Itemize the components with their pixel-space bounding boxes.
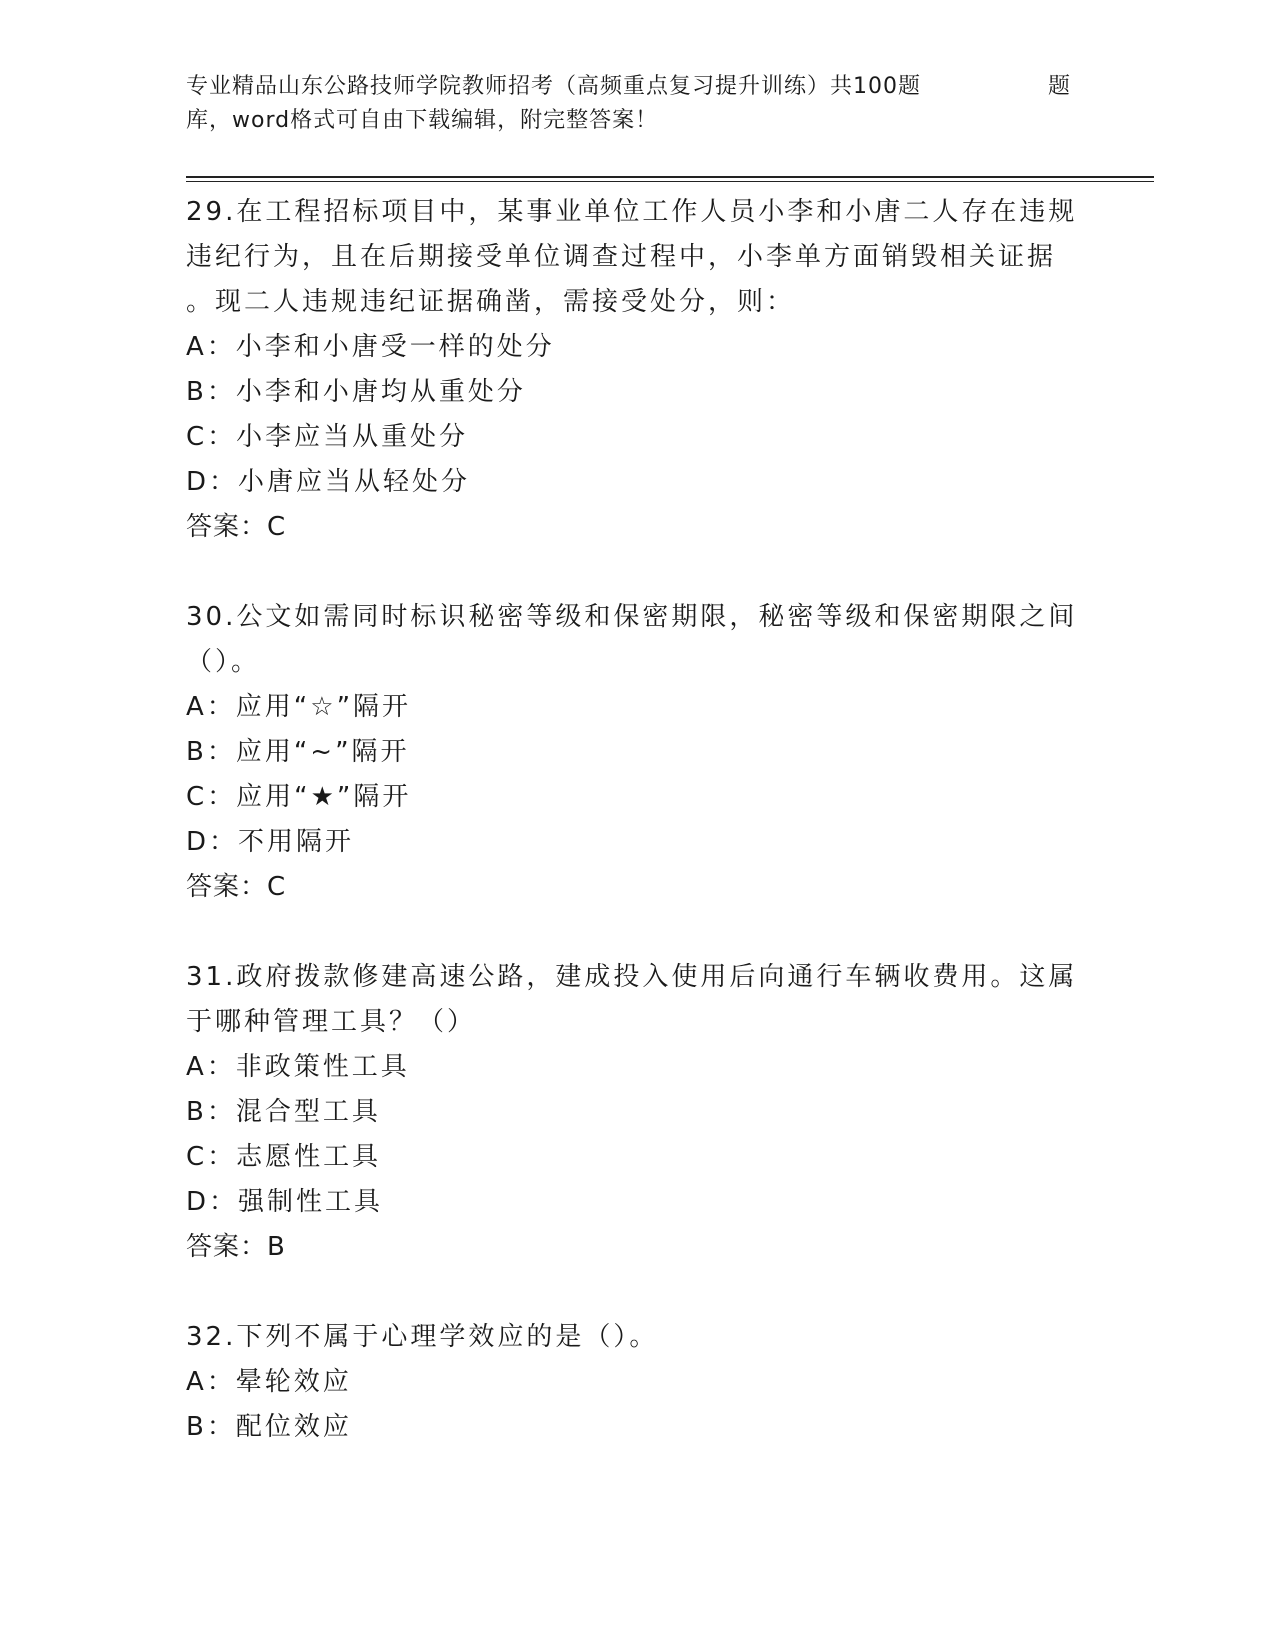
option-d: D：不用隔开 xyxy=(186,827,355,857)
question-text-line: 。现二人违规违纪证据确凿，需接受处分，则： xyxy=(186,287,796,317)
question-text-line: 违纪行为，且在后期接受单位调查过程中，小李单方面销毁相关证据 xyxy=(186,242,1057,272)
option-b: B：配位效应 xyxy=(186,1412,352,1442)
question-text-line: 31.政府拨款修建高速公路，建成投入使用后向通行车辆收费用。这属 xyxy=(186,962,1078,992)
question-list xyxy=(186,190,1086,1450)
option-b: B：混合型工具 xyxy=(186,1097,381,1127)
option-c: C：应用“★”隔开 xyxy=(186,782,412,812)
question-text-line: 30.公文如需同时标识秘密等级和保密期限，秘密等级和保密期限之间 xyxy=(186,602,1078,632)
option-c: C：小李应当从重处分 xyxy=(186,422,469,452)
question-32 xyxy=(186,1315,1086,1450)
answer-line: 答案：C xyxy=(186,512,287,542)
option-a: A：晕轮效应 xyxy=(186,1367,352,1397)
question-text-line: （）。 xyxy=(186,647,261,677)
option-a: A：小李和小唐受一样的处分 xyxy=(186,332,555,362)
question-text-line: 29.在工程招标项目中，某事业单位工作人员小李和小唐二人存在违规 xyxy=(186,197,1078,227)
answer-line: 答案：B xyxy=(186,1232,286,1262)
header-title-line-1: 专业精品山东公路技师学院教师招考（高频重点复习提升训练）共100题 xyxy=(186,74,921,99)
option-a: A：应用“☆”隔开 xyxy=(186,692,412,722)
header-title-line-2: 库，word格式可自由下载编辑，附完整答案！ xyxy=(186,108,659,133)
header-divider-thin xyxy=(186,181,1154,182)
option-b: B：小李和小唐均从重处分 xyxy=(186,377,526,407)
option-b: B：应用“~”隔开 xyxy=(186,737,410,767)
question-text-line: 32.下列不属于心理学效应的是（）。 xyxy=(186,1322,659,1352)
answer-line: 答案：C xyxy=(186,872,287,902)
question-text-line: 于哪种管理工具？（） xyxy=(186,1007,477,1037)
option-d: D：强制性工具 xyxy=(186,1187,384,1217)
question-30 xyxy=(186,595,1086,910)
option-a: A：非政策性工具 xyxy=(186,1052,410,1082)
header-divider-thick xyxy=(186,176,1154,178)
question-29 xyxy=(186,190,1086,550)
option-c: C：志愿性工具 xyxy=(186,1142,382,1172)
header-title-line-1-tail: 题 xyxy=(1048,74,1072,99)
question-31 xyxy=(186,955,1086,1270)
document-header xyxy=(186,70,1086,138)
option-d: D：小唐应当从轻处分 xyxy=(186,467,471,497)
